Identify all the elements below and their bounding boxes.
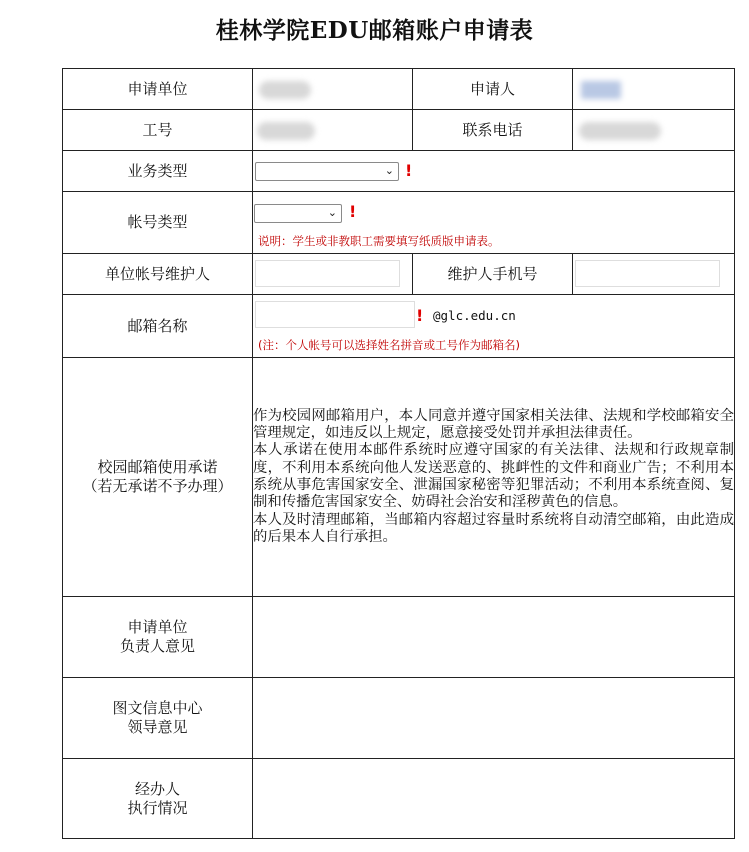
job-no-value-cell[interactable] <box>253 110 413 151</box>
mailbox-name-cell <box>253 295 735 358</box>
required-mark-icon: ! <box>416 306 424 325</box>
chevron-down-icon: ⌄ <box>384 164 394 177</box>
pledge-paragraph: 本人及时清理邮箱，当邮箱内容超过容量时系统将自动清空邮箱，由此造成的后果本人自行承担。 <box>253 511 734 545</box>
unit-head-opinion-label <box>63 597 253 678</box>
account-type-select[interactable] <box>254 204 342 223</box>
maintainer-phone-label: 维护人手机号 <box>413 254 573 295</box>
job-no-value-redacted <box>257 122 315 140</box>
handler-status-label <box>63 759 253 839</box>
unit-head-label-line2: 负责人意见 <box>119 637 195 655</box>
row-info-center-opinion <box>63 678 735 759</box>
unit-head-label-line1: 申请单位 <box>127 618 188 636</box>
unit-label: 申请单位 <box>63 69 253 110</box>
application-form-table <box>62 68 735 839</box>
pledge-label-cell <box>63 358 253 597</box>
unit-head-opinion-cell[interactable] <box>253 597 735 678</box>
business-type-select[interactable] <box>255 162 399 181</box>
pledge-label: 校园邮箱使用承诺 <box>97 458 218 476</box>
row-business-type <box>63 151 735 192</box>
info-center-opinion-cell[interactable] <box>253 678 735 759</box>
account-type-cell <box>253 192 735 254</box>
applicant-value-cell[interactable] <box>573 69 735 110</box>
maintainer-label: 单位帐号维护人 <box>63 254 253 295</box>
row-pledge <box>63 358 735 597</box>
row-mailbox-name <box>63 295 735 358</box>
applicant-value-redacted <box>581 81 621 99</box>
business-type-label: 业务类型 <box>63 151 253 192</box>
business-type-cell <box>253 151 735 192</box>
maintainer-phone-cell <box>573 254 735 295</box>
info-center-label-line1: 图文信息中心 <box>112 699 203 717</box>
row-jobno-phone <box>63 110 735 151</box>
handler-label-line2: 执行情况 <box>127 798 188 817</box>
mailbox-name-label: 邮箱名称 <box>63 295 253 358</box>
mailbox-name-note: (注：个人帐号可以选择姓名拼音或工号作为邮箱名) <box>258 338 520 352</box>
phone-label: 联系电话 <box>413 110 573 151</box>
unit-value-redacted <box>259 81 311 99</box>
phone-value-cell[interactable] <box>573 110 735 151</box>
required-mark-icon: ! <box>349 202 357 221</box>
account-type-note: 说明：学生或非教职工需要填写纸质版申请表。 <box>258 234 500 248</box>
pledge-paragraph: 本人承诺在使用本邮件系统时应遵守国家的有关法律、法规和行政规章制度，不利用本系统向他人发送恶意的、挑衅性的文件和商业广告；不利用本系统从事危害国家安全、泄漏国家秘密等犯罪活动；不利用本系统查阅、复制和传播危害国家安全、妨碍社会治安和淫秽黄色的信息。 <box>253 442 734 511</box>
maintainer-input[interactable] <box>255 260 400 287</box>
handler-status-cell[interactable] <box>253 759 735 839</box>
row-unit-head-opinion <box>63 597 735 678</box>
info-center-label-line2: 领导意见 <box>127 718 188 736</box>
row-account-type <box>63 192 735 254</box>
domain-suffix: @glc.edu.cn <box>433 308 516 323</box>
row-maintainer <box>63 254 735 295</box>
applicant-label: 申请人 <box>413 69 573 110</box>
unit-value-cell[interactable] <box>253 69 413 110</box>
info-center-opinion-label <box>63 678 253 759</box>
required-mark-icon: ! <box>405 161 413 180</box>
phone-value-redacted <box>579 122 661 140</box>
handler-label-line1: 经办人 <box>134 779 180 798</box>
chevron-down-icon: ⌄ <box>327 206 337 219</box>
maintainer-phone-input[interactable] <box>575 260 720 287</box>
row-handler-status <box>63 759 735 839</box>
mailbox-name-input[interactable] <box>255 301 415 328</box>
pledge-text-cell <box>253 358 735 597</box>
pledge-label-note: （若无承诺不予办理） <box>82 477 233 495</box>
page-title: 桂林学院EDU邮箱账户申请表 <box>215 17 534 44</box>
row-unit-applicant <box>63 69 735 110</box>
maintainer-cell <box>253 254 413 295</box>
pledge-paragraph: 作为校园网邮箱用户，本人同意并遵守国家相关法律、法规和学校邮箱安全管理规定，如违反以上规定，愿意接受处罚并承担法律责任。 <box>253 407 734 442</box>
account-type-label: 帐号类型 <box>63 192 253 254</box>
job-no-label: 工号 <box>63 110 253 151</box>
